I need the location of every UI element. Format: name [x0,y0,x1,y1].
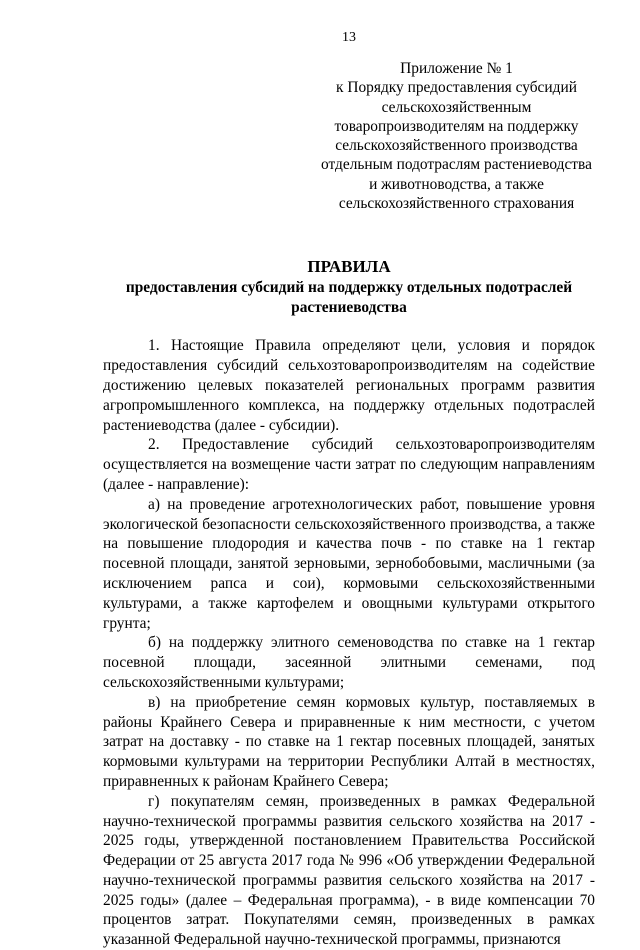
page-number: 13 [342,30,356,45]
document-title: ПРАВИЛА [307,257,391,277]
appendix-line: сельскохозяйственным [381,98,532,116]
paragraph: 1. Настоящие Правила определяют цели, условия и порядок предоставления субсидий сельхозтоваропроизводителям на содействие достижению целевых показателей региональных программ развития агропромышленного комплекса, на поддержку отдельных подотраслей растениеводства (далее - субсидии). [103,337,595,434]
appendix-line: сельскохозяйственного производства [335,137,578,155]
paragraph: 2. Предоставление субсидий сельхозтоваропроизводителям осуществляется на возмещение части затрат по следующим направлениям (далее - направление): [103,436,595,493]
document-subtitle: предоставления субсидий на поддержку отдельных подотраслей растениеводства [125,279,573,316]
appendix-block [318,59,595,213]
paragraph: а) на проведение агротехнологических работ, повышение уровня экологической безопасности сельскохозяйственного производства, а также на повышение плодородия и качества почв - по ставке на 1 гектар посевной площади, занятой зерновыми, зернобобовыми, масличными (за исключением рапса и сои), кормовыми сельскохозяйственными культурами, а также картофелем и овощными культурами открытого грунта; [103,495,595,632]
appendix-line: и животноводства, а также [369,175,544,193]
paragraph: б) на поддержку элитного семеноводства по ставке на 1 гектар посевной площади, засеянной элитными семенами, под сельскохозяйственными культурами; [103,634,595,691]
title-block [103,256,595,317]
paragraph: в) на приобретение семян кормовых культур, поставляемых в районы Крайнего Севера и приравненные к ним местности, с учетом затрат на доставку - по ставке на 1 гектар посевных площадей, занятых кормовыми культурами на территории Республики Алтай в местностях, приравненных к районам Крайнего Севера; [103,693,595,790]
document-body [103,336,595,950]
appendix-line: товаропроизводителям на поддержку [334,117,579,135]
paragraph: г) покупателям семян, произведенных в рамках Федеральной научно-технической программы развития сельского хозяйства на 2017 - 2025 годы, утвержденной постановлением Правительства Российской Федерации от 25 августа 2017 года № 996 «Об утверждении Федеральной научно-технической программы развития сельского хозяйства на 2017 - 2025 годы» (далее – Федеральная программа), - в виде компенсации 70 процентов затрат. Покупателями семян, произведенных в рамках указанной Федеральной научно-технической программы, признаются [103,792,595,949]
appendix-line: к Порядку предоставления субсидий [336,79,577,97]
appendix-line: Приложение № 1 [400,60,513,77]
appendix-line: сельскохозяйственного страхования [338,195,575,213]
appendix-line: отдельным подотраслям растениеводства [321,156,592,174]
